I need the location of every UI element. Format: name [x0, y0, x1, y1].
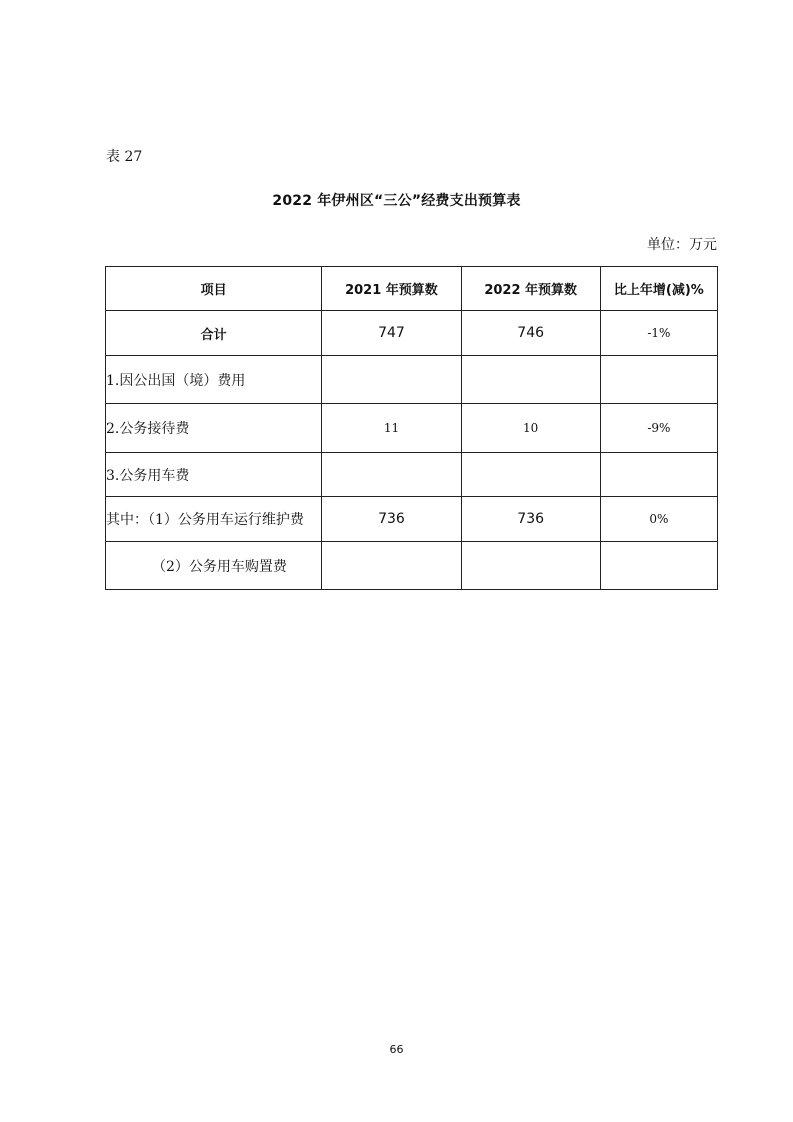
row-item-label: 2.公务接待费	[106, 404, 322, 453]
table-label: 表 27	[106, 149, 143, 165]
row-change-value	[600, 356, 717, 404]
table-row	[106, 497, 718, 542]
row-change-value: -9%	[600, 404, 717, 453]
row-item-label: 其中：（1）公务用车运行维护费	[106, 497, 322, 542]
row-item-label: 合计	[106, 311, 322, 356]
row-change-value: -1%	[600, 311, 717, 356]
table-row	[106, 542, 718, 590]
row-2022-value	[461, 453, 600, 497]
row-2021-value: 747	[322, 311, 461, 356]
table-row-total	[106, 311, 718, 356]
row-2021-value: 736	[322, 497, 461, 542]
header-item: 项目	[106, 267, 322, 311]
table-row	[106, 453, 718, 497]
row-2022-value: 746	[461, 311, 600, 356]
row-change-value: 0%	[600, 497, 717, 542]
row-2021-value: 11	[322, 404, 461, 453]
row-2022-value	[461, 356, 600, 404]
page-number: 66	[389, 1043, 404, 1056]
row-2022-value	[461, 542, 600, 590]
row-2022-value: 736	[461, 497, 600, 542]
budget-table	[105, 266, 718, 590]
row-item-label: 3.公务用车费	[106, 453, 322, 497]
row-2021-value	[322, 356, 461, 404]
table-header-row	[106, 267, 718, 311]
row-2021-value	[322, 453, 461, 497]
row-item-label: 1.因公出国（境）费用	[106, 356, 322, 404]
row-item-label: （2）公务用车购置费	[106, 542, 322, 590]
table-row	[106, 404, 718, 453]
table-row	[106, 356, 718, 404]
row-2022-value: 10	[461, 404, 600, 453]
page-title: 2022 年伊州区“三公”经费支出预算表	[272, 193, 521, 209]
header-2022-budget: 2022 年预算数	[461, 267, 600, 311]
header-2021-budget: 2021 年预算数	[322, 267, 461, 311]
header-change-percent: 比上年增(减)%	[600, 267, 717, 311]
unit-label: 单位：万元	[647, 237, 717, 253]
row-change-value	[600, 542, 717, 590]
row-change-value	[600, 453, 717, 497]
row-2021-value	[322, 542, 461, 590]
